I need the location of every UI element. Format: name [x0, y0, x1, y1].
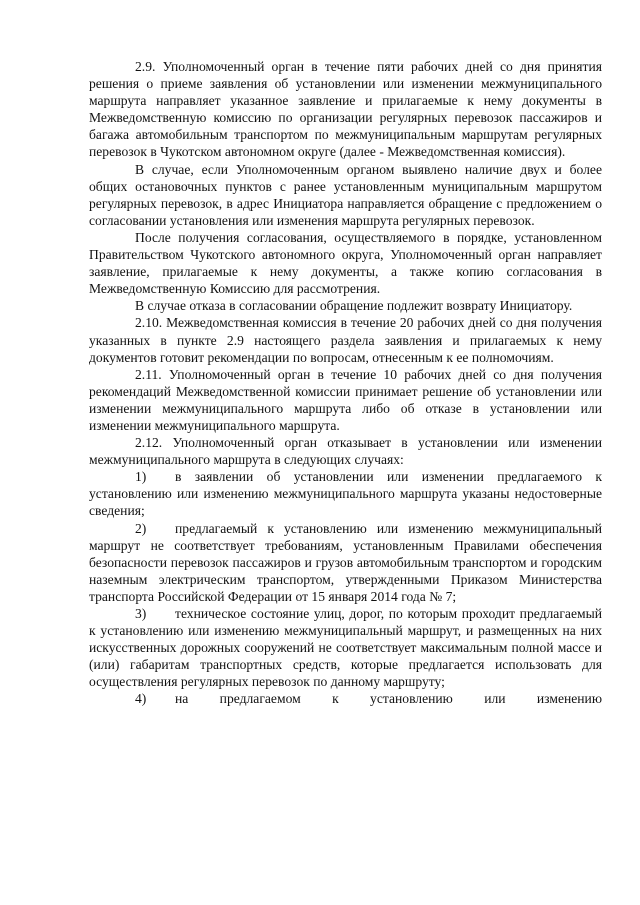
paragraph-2-9: 2.9. Уполномоченный орган в течение пяти рабочих дней со дня принятия решения о приеме заявления об установлении или изменении межмуниципального маршрута направляет указанное заявление и прилагаемые к нему документы в Межведомственную комиссию по организации регулярных перевозок пассажиров и багажа автомобильным транспортом по межмуниципальным маршрутам регулярных перевозок в Чукотском автономном округе (далее - Межведомственная комиссия).: [89, 59, 602, 160]
list-item: [89, 468, 602, 519]
document-page: [89, 58, 602, 708]
paragraph-common-stops: В случае, если Уполномоченным органом выявлено наличие двух и более общих остановочных пунктов с ранее установленным муниципальным маршрутом регулярных перевозок, в адрес Инициатора направляется обращение с предложением о согласовании установления или изменения маршрута регулярных перевозок.: [89, 161, 602, 228]
list-item-number: 1): [135, 469, 147, 485]
list-item-text: в заявлении об установлении или изменении предлагаемого к установлению или изменению межмуниципального маршрута указаны недостоверные сведения;: [89, 469, 602, 519]
paragraph-2-10: 2.10. Межведомственная комиссия в течение 20 рабочих дней со дня получения указанных в пункте 2.9 настоящего раздела заявления и прилагаемых к нему документов готовит рекомендации по вопросам, отнесенным к ее полномочиям.: [89, 315, 602, 365]
list-item: [89, 690, 602, 707]
paragraph-2-11: 2.11. Уполномоченный орган в течение 10 рабочих дней со дня получения рекомендаций Межведомственной комиссии принимает решение об установлении или изменении межмуниципального маршрута либо об отказе в установлении или изменении межмуниципального маршрута.: [89, 366, 602, 433]
list-item-text: на предлагаемом к установлению или изменению: [175, 691, 602, 707]
paragraph-2-12: 2.12. Уполномоченный орган отказывает в установлении или изменении межмуниципального маршрута в следующих случаях:: [89, 435, 602, 468]
list-item-number: 2): [135, 520, 147, 536]
list-item-text: техническое состояние улиц, дорог, по которым проходит предлагаемый к установлению или изменению межмуниципальный маршрут, и размещенных на них искусственных дорожных сооружений не соответствует максимальным полной массе и (или) габаритам транспортных средств, которые предлагается использовать для осуществления регулярных перевозок по данному маршруту;: [89, 606, 602, 690]
list-item: [89, 605, 602, 690]
list-item-text: предлагаемый к установлению или изменению межмуниципальный маршрут не соответствует требованиям, установленным Правилами обеспечения безопасности перевозок пассажиров и грузов автомобильным транспортом и городским наземным электрическим транспортом, утвержденными Приказом Министерства транспорта Российской Федерации от 15 января 2014 года № 7;: [89, 520, 602, 604]
list-item-number: 3): [135, 606, 147, 621]
paragraph-refusal-return: В случае отказа в согласовании обращение подлежит возврату Инициатору.: [135, 298, 573, 314]
list-item: [89, 520, 602, 605]
list-item-number: 4): [135, 691, 147, 707]
paragraph-after-approval: После получения согласования, осуществляемого в порядке, установленном Правительством Чукотского автономного округа, Уполномоченный орган направляет заявление, прилагаемые к нему документы, а также копию согласования в Межведомственную Комиссию для рассмотрения.: [89, 229, 602, 297]
